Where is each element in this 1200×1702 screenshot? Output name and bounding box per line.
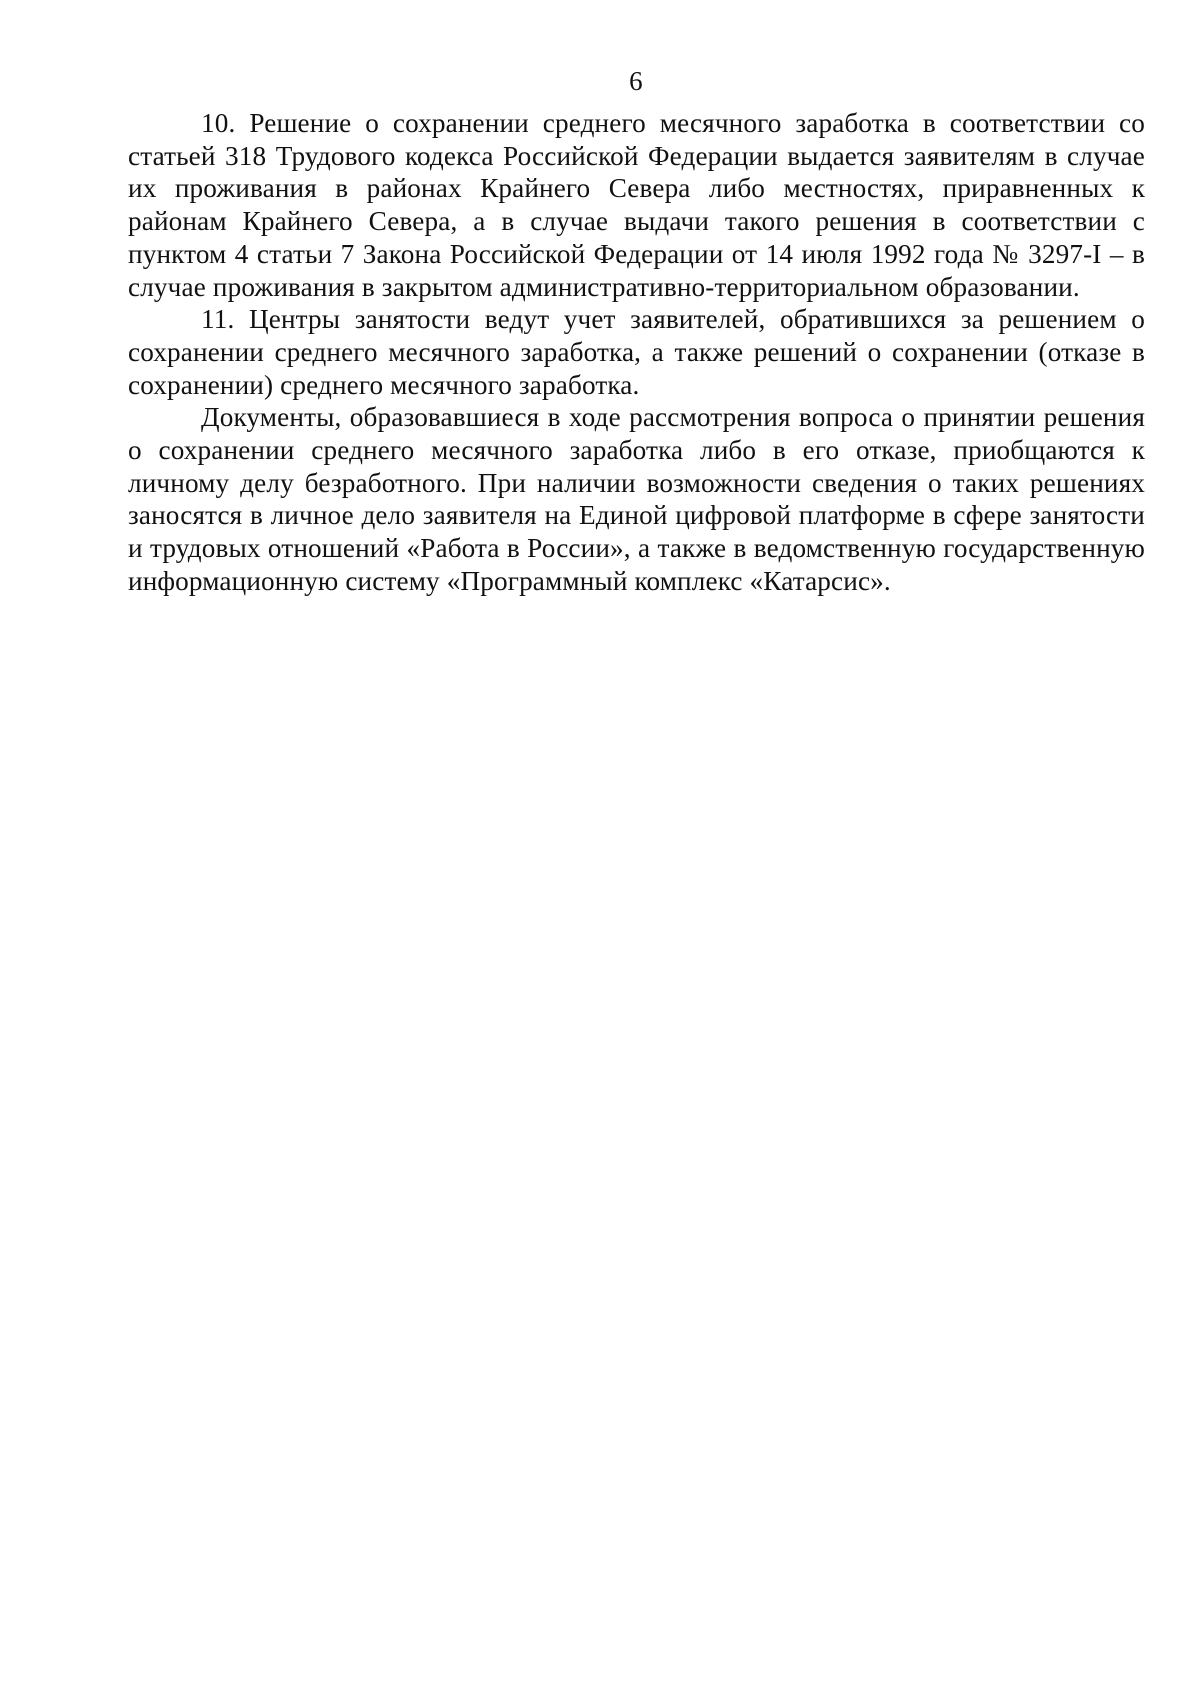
document-body xyxy=(128,107,1145,598)
paragraph-10-average-earnings-decision: 10. Решение о сохранении среднего месячного заработка в соответствии со статьей 318 Трудового кодекса Российской Федерации выдается заявителям в случае их проживания в районах Крайнего Севера либо местностях, приравненных к районам Крайнего Севера, а в случае выдачи такого решения в соответствии с пунктом 4 статьи 7 Закона Российской Федерации от 14 июля 1992 года № 3297-I – в случае проживания в закрытом административно-территориальном образовании. xyxy=(128,108,1145,302)
paragraph-documents-attachment: Документы, образовавшиеся в ходе рассмотрения вопроса о принятии решения о сохранении среднего месячного заработка либо в его отказе, приобщаются к личному делу безработного. При наличии возможности сведения о таких решениях заносятся в личное дело заявителя на Единой цифровой платформе в сфере занятости и трудовых отношений «Работа в России», а также в ведомственную государственную информационную систему «Программный комплекс «Катарсис». xyxy=(128,402,1145,596)
page-number: 6 xyxy=(629,66,643,96)
paragraph-11-employment-centers-records: 11. Центры занятости ведут учет заявителей, обратившихся за решением о сохранении среднего месячного заработка, а также решений о сохранении (отказе в сохранении) среднего месячного заработка. xyxy=(128,304,1145,400)
